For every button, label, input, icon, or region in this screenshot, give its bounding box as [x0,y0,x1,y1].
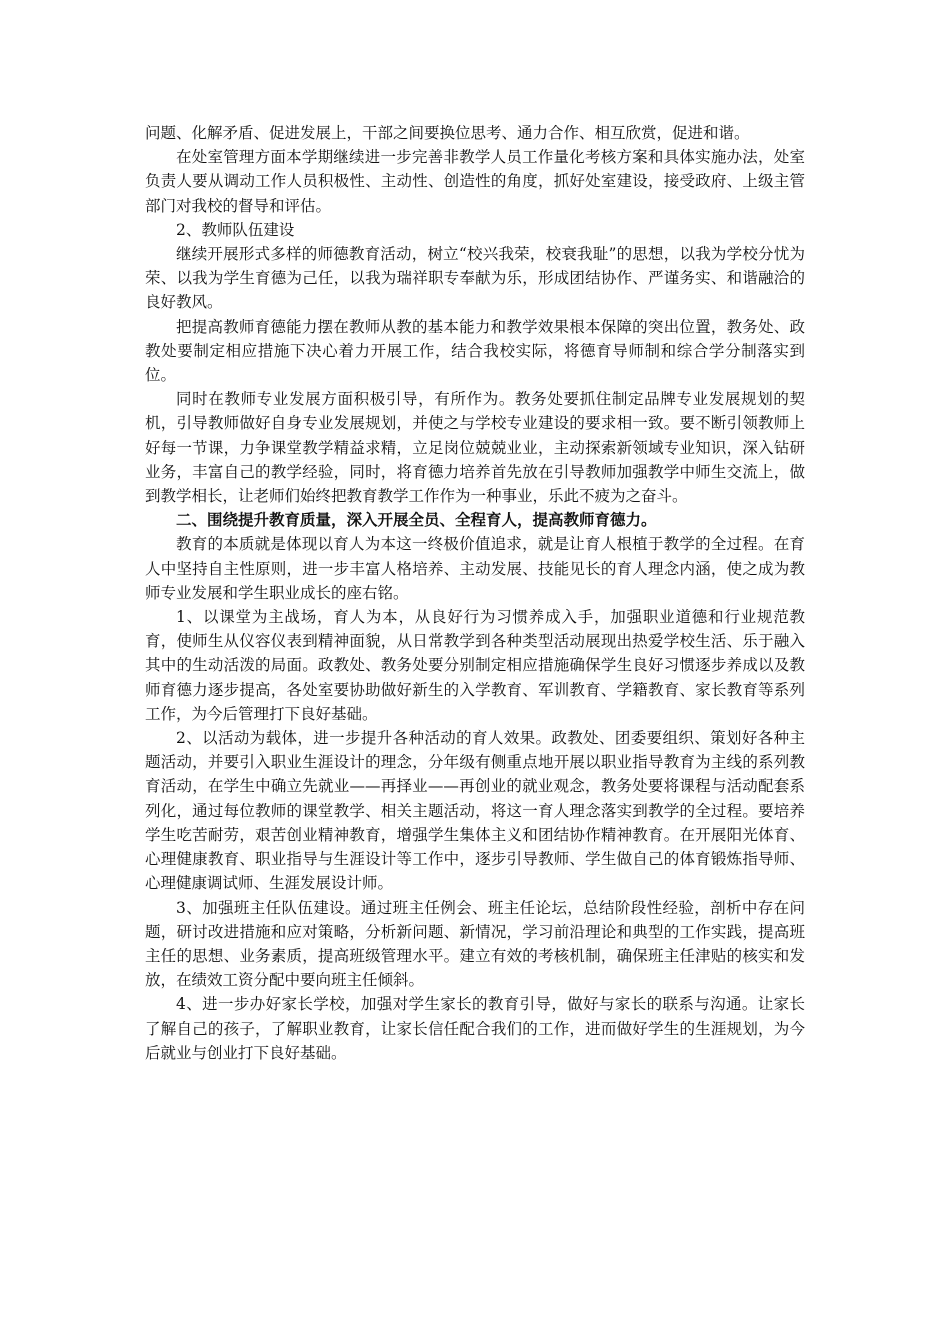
paragraph-parent-school: 4、进一步办好家长学校，加强对学生家长的教育引导，做好与家长的联系与沟通。让家长了解自己的孩子，了解职业教育，让家长信任配合我们的工作，进而做好学生的生涯规划，为今后就业与创业打下良好基础。 [145,995,805,1062]
paragraph-classroom: 1、以课堂为主战场，育人为本，从良好行为习惯养成入手，加强职业道德和行业规范教育，使师生从仪容仪表到精神面貌，从日常教学到各种类型活动展现出热爱学校生活、乐于融入其中的生动活泼的局面。政教处、教务处要分别制定相应措施确保学生良好习惯逐步养成以及教师育德力逐步提高，各处室要协助做好新生的入学教育、军训教育、学籍教育、家长教育等系列工作，为今后管理打下良好基础。 [145,608,805,723]
document-page [145,121,805,1065]
paragraph-class-teachers: 3、加强班主任队伍建设。通过班主任例会、班主任论坛，总结阶段性经验，剖析中存在问题，研讨改进措施和应对策略，分析新问题、新情况，学习前沿理论和典型的工作实践，提高班主任的思想、业务素质，提高班级管理水平。建立有效的考核机制，确保班主任津贴的核实和发放，在绩效工资分配中要向班主任倾斜。 [145,898,805,990]
paragraph-continued: 问题、化解矛盾、促进发展上，干部之间要换位思考、通力合作、相互欣赏，促进和谐。 [145,124,750,142]
paragraph-professional-development: 同时在教师专业发展方面积极引导，有所作为。教务处要抓住制定品牌专业发展规划的契机，引导教师做好自身专业发展规划，并使之与学校专业建设的要求相一致。要不断引领教师上好每一节课，力争课堂教学精益求精，立足岗位兢兢业业，主动探索新领域专业知识，深入钻研业务，丰富自己的教学经验，同时，将育德力培养首先放在引导教师加强教学中师生交流上，做到教学相长，让老师们始终把教育教学工作作为一种事业，乐此不疲为之奋斗。 [145,390,805,506]
paragraph-office-management: 在处室管理方面本学期继续进一步完善非教学人员工作量化考核方案和具体实施办法，处室负责人要从调动工作人员积极性、主动性、创造性的角度，抓好处室建设，接受政府、上级主管部门对我校的督导和评估。 [145,148,805,215]
paragraph-activities: 2、以活动为载体，进一步提升各种活动的育人效果。政教处、团委要组织、策划好各种主题活动，并要引入职业生涯设计的理念，分年级有侧重点地开展以职业指导教育为主线的系列教育活动，在学生中确立先就业——再择业——再创业的就业观念，教务处要将课程与活动配套系列化，通过每位教师的课堂教学、相关主题活动，将这一育人理念落实到教学的全过程。要培养学生吃苦耐劳，艰苦创业精神教育，增强学生集体主义和团结协作精神教育。在开展阳光体育、心理健康教育、职业指导与生涯设计等工作中，逐步引导教师、学生做自己的体育锻炼指导师、心理健康调试师、生涯发展设计师。 [145,729,805,893]
paragraph-moral-ability: 把提高教师育德能力摆在教师从教的基本能力和教学效果根本保障的突出位置，教务处、政教处要制定相应措施下决心着力开展工作，结合我校实际，将德育导师制和综合学分制落实到位。 [145,317,805,385]
paragraph-ethics-activities: 继续开展形式多样的师德教育活动，树立“校兴我荣，校衰我耻”的思想，以我为学校分忧为荣、以我为学生育德为己任，以我为瑞祥职专奉献为乐，形成团结协作、严谨务实、和谐融洽的良好教风。 [145,245,805,312]
subheading-teacher-team: 2、教师队伍建设 [176,220,295,239]
section-heading-education-quality: 二、围绕提升教育质量，深入开展全员、全程育人，提高教师育德力。 [176,510,657,530]
paragraph-education-essence: 教育的本质就是体现以育人为本这一终极价值追求，就是让育人根植于教学的全过程。在育人中坚持自主性原则，进一步丰富人格培养、主动发展、技能见长的育人理念内涵，使之成为教师专业发展和学生职业成长的座右铭。 [145,535,805,602]
